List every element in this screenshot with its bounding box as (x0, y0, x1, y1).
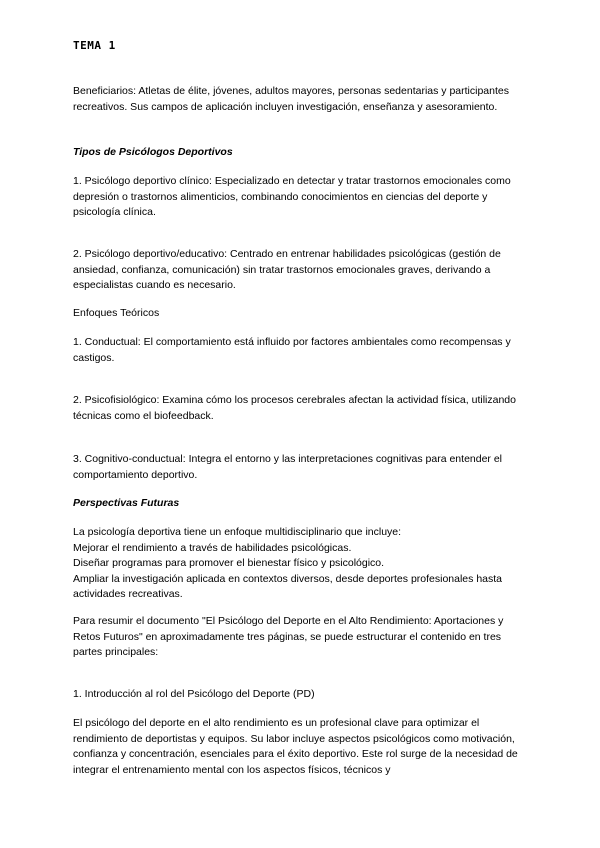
intro-paragraph: El psicólogo del deporte en el alto rendimiento es un profesional clave para optimizar el rendimiento de deportistas y equipos. Su labor incluye aspectos psicológicos como motivación, confianza y concentración, esenciales para el éxito deportivo. Este rol surge de la necesidad de integrar el entrenamiento mental con los aspectos físicos, técnicos y (73, 717, 518, 776)
tipo-1-paragraph: 1. Psicólogo deportivo clínico: Especializado en detectar y tratar trastornos emocionales como depresión o trastornos alimenticios, combinando conocimientos en ciencias del deporte y psicología clínica. (73, 175, 511, 218)
tipos-heading: Tipos de Psicólogos Deportivos (73, 146, 233, 158)
page-title: TEMA 1 (73, 39, 116, 52)
perspectivas-line: Mejorar el rendimiento a través de habilidades psicológicas. (73, 541, 352, 554)
intro-heading: 1. Introducción al rol del Psicólogo del Deporte (PD) (73, 688, 315, 700)
perspectivas-line: La psicología deportiva tiene un enfoque multidisciplinario que incluye: (73, 526, 402, 538)
enfoque-2-paragraph: 2. Psicofisiológico: Examina cómo los procesos cerebrales afectan la actividad física, utilizando técnicas como el biofeedback. (73, 394, 516, 422)
perspectivas-line: Diseñar programas para promover el bienestar físico y psicológico. (73, 557, 385, 569)
enfoque-3-paragraph: 3. Cognitivo-conductual: Integra el entorno y las interpretaciones cognitivas para entender el comportamiento deportivo. (73, 453, 503, 481)
perspectivas-line: Ampliar la investigación aplicada en contextos diversos, desde deportes profesionales hasta actividades recreativas. (73, 572, 503, 600)
enfoques-heading: Enfoques Teóricos (73, 307, 160, 319)
perspectivas-list (73, 525, 533, 603)
tipo-2-paragraph: 2. Psicólogo deportivo/educativo: Centrado en entrenar habilidades psicológicas (gestión de ansiedad, confianza, comunicación) sin tratar trastornos emocionales graves, derivando a especialistas cuando es necesario. (73, 248, 501, 291)
perspectivas-heading: Perspectivas Futuras (73, 497, 180, 509)
enfoque-1-paragraph: 1. Conductual: El comportamiento está influido por factores ambientales como recompensas y castigos. (73, 336, 511, 364)
resumen-paragraph: Para resumir el documento "El Psicólogo del Deporte en el Alto Rendimiento: Aportaciones y Retos Futuros" en aproximadamente tres páginas, se puede estructurar el contenido en tres partes principales: (73, 615, 504, 658)
beneficiarios-paragraph: Beneficiarios: Atletas de élite, jóvenes, adultos mayores, personas sedentarias y participantes recreativos. Sus campos de aplicación incluyen investigación, enseñanza y asesoramiento. (73, 85, 509, 113)
